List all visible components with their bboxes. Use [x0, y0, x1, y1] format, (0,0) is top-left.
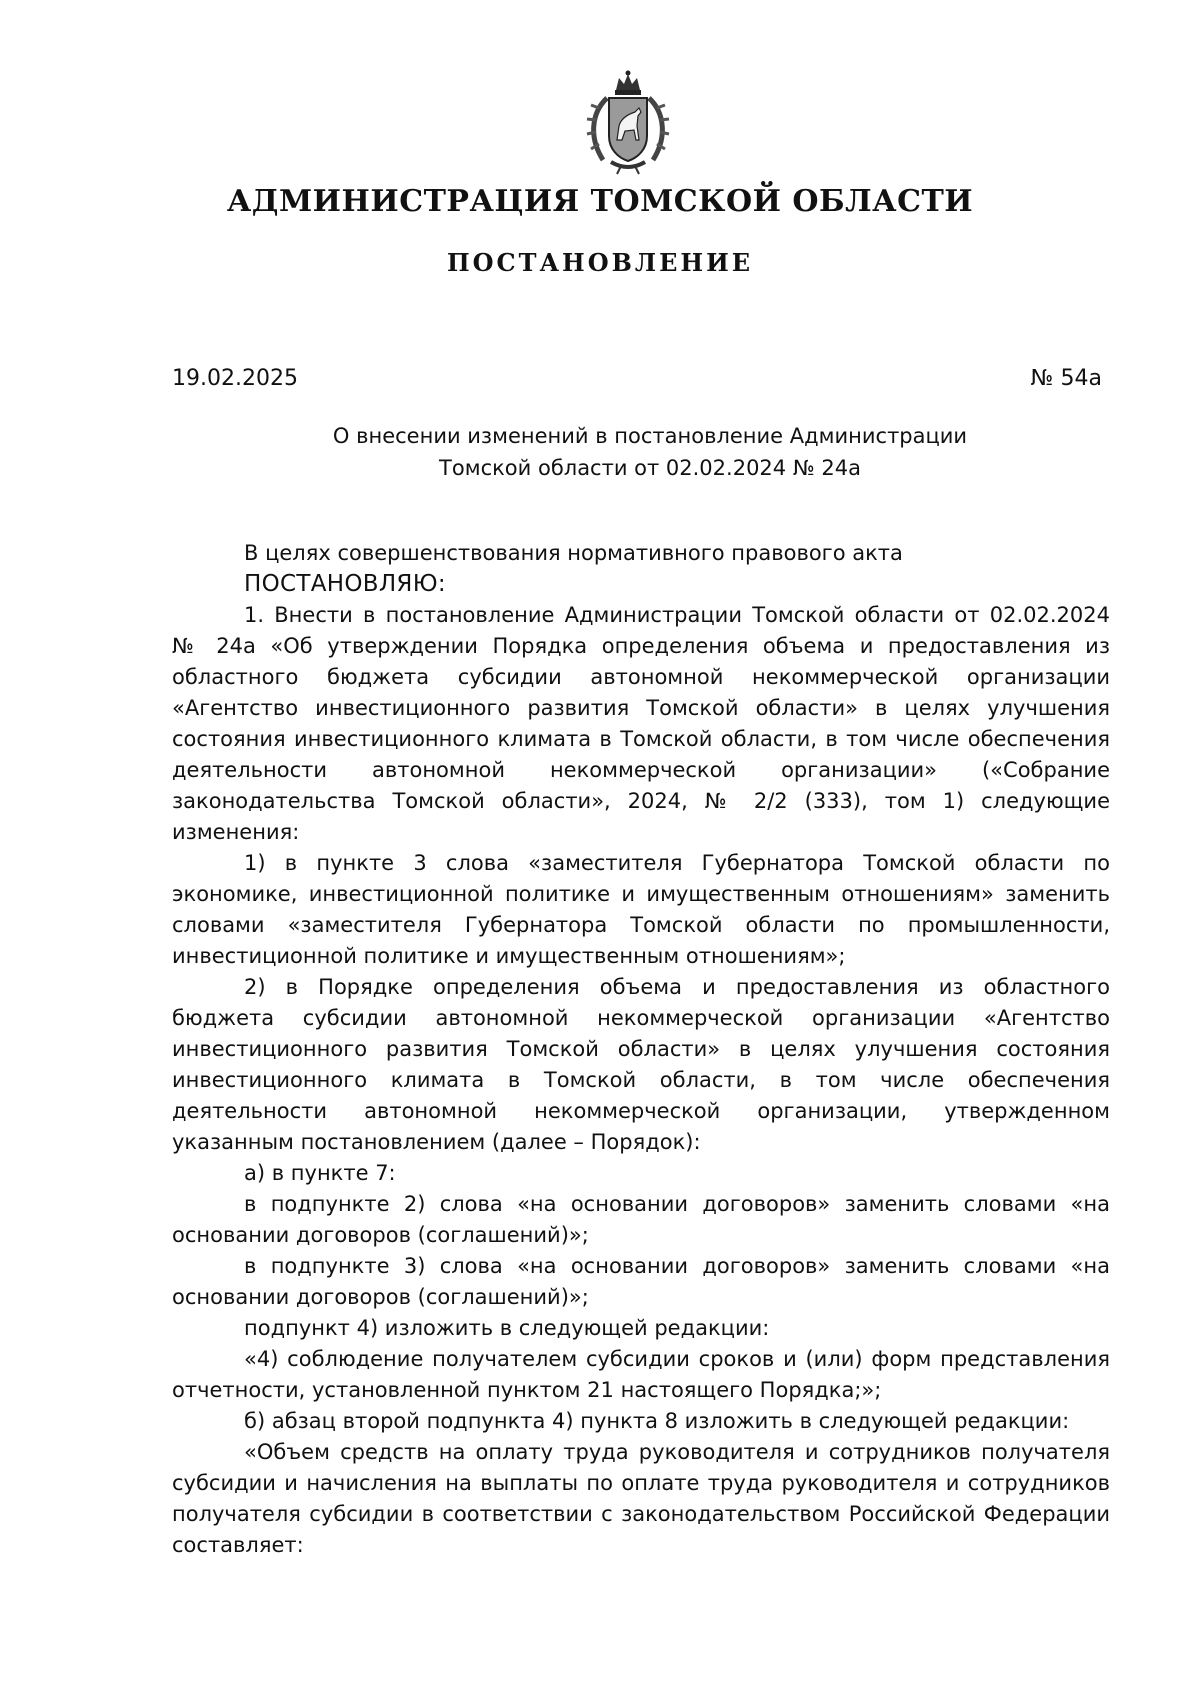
document-subject	[200, 420, 1100, 484]
body-paragraph: 1) в пункте 3 слова «заместителя Губернатора Томской области по экономике, инвестиционной политике и имущественным отношениям» заменить словами «заместителя Губернатора Томской области по промышленности, инвестиционной политике и имущественным отношениям»;	[172, 851, 1110, 968]
resolution-word: ПОСТАНОВЛЯЮ:	[244, 571, 446, 597]
document-type-title: ПОСТАНОВЛЕНИЕ	[446, 248, 754, 277]
organization-title: АДМИНИСТРАЦИЯ ТОМСКОЙ ОБЛАСТИ	[226, 184, 974, 219]
subject-line: Томской области от 02.02.2024 № 24а	[439, 456, 861, 480]
body-paragraph: в подпункте 2) слова «на основании договоров» заменить словами «на основании договоров (соглашений)»;	[172, 1192, 1110, 1247]
body-paragraph: «Объем средств на оплату труда руководителя и сотрудников получателя субсидии и начисления на выплаты по оплате труда руководителя и сотрудников получателя субсидии в соответствии с законодательством Российской Федерации составляет:	[172, 1440, 1110, 1557]
document-date: 19.02.2025	[172, 366, 298, 391]
document-body	[172, 538, 1110, 1561]
body-paragraph: 2) в Порядке определения объема и предоставления из областного бюджета субсидии автономной некоммерческой организации «Агентство инвестиционного развития Томской области» в целях улучшения состояния инвестиционного климата в Томской области, в том числе обеспечения деятельности автономной некоммерческой организации, утвержденном указанным постановлением (далее – Порядок):	[172, 975, 1110, 1154]
body-paragraph: подпункт 4) изложить в следующей редакции:	[244, 1316, 770, 1340]
preamble-paragraph: В целях совершенствования нормативного правового акта	[244, 541, 903, 565]
body-paragraph: 1. Внести в постановление Администрации Томской области от 02.02.2024 № 24а «Об утверждении Порядка определения объема и предоставления из областного бюджета субсидии автономной некоммерческой организации «Агентство инвестиционного развития Томской области» в целях улучшения состояния инвестиционного климата в Томской области, в том числе обеспечения деятельности автономной некоммерческой организации» («Собрание законодательства Томской области», 2024, № 2/2 (333), том 1) следующие изменения:	[172, 603, 1110, 844]
subject-line: О внесении изменений в постановление Администрации	[332, 424, 968, 448]
body-paragraph: в подпункте 3) слова «на основании договоров» заменить словами «на основании договоров (соглашений)»;	[172, 1254, 1110, 1309]
document-number: № 54а	[1030, 366, 1102, 391]
body-paragraph: б) абзац второй подпункта 4) пункта 8 изложить в следующей редакции:	[244, 1409, 1070, 1433]
body-paragraph: «4) соблюдение получателем субсидии сроков и (или) форм представления отчетности, установленной пунктом 21 настоящего Порядка;»;	[172, 1347, 1110, 1402]
body-paragraph: а) в пункте 7:	[244, 1161, 396, 1185]
tomsk-region-coat-of-arms-icon	[581, 68, 675, 176]
